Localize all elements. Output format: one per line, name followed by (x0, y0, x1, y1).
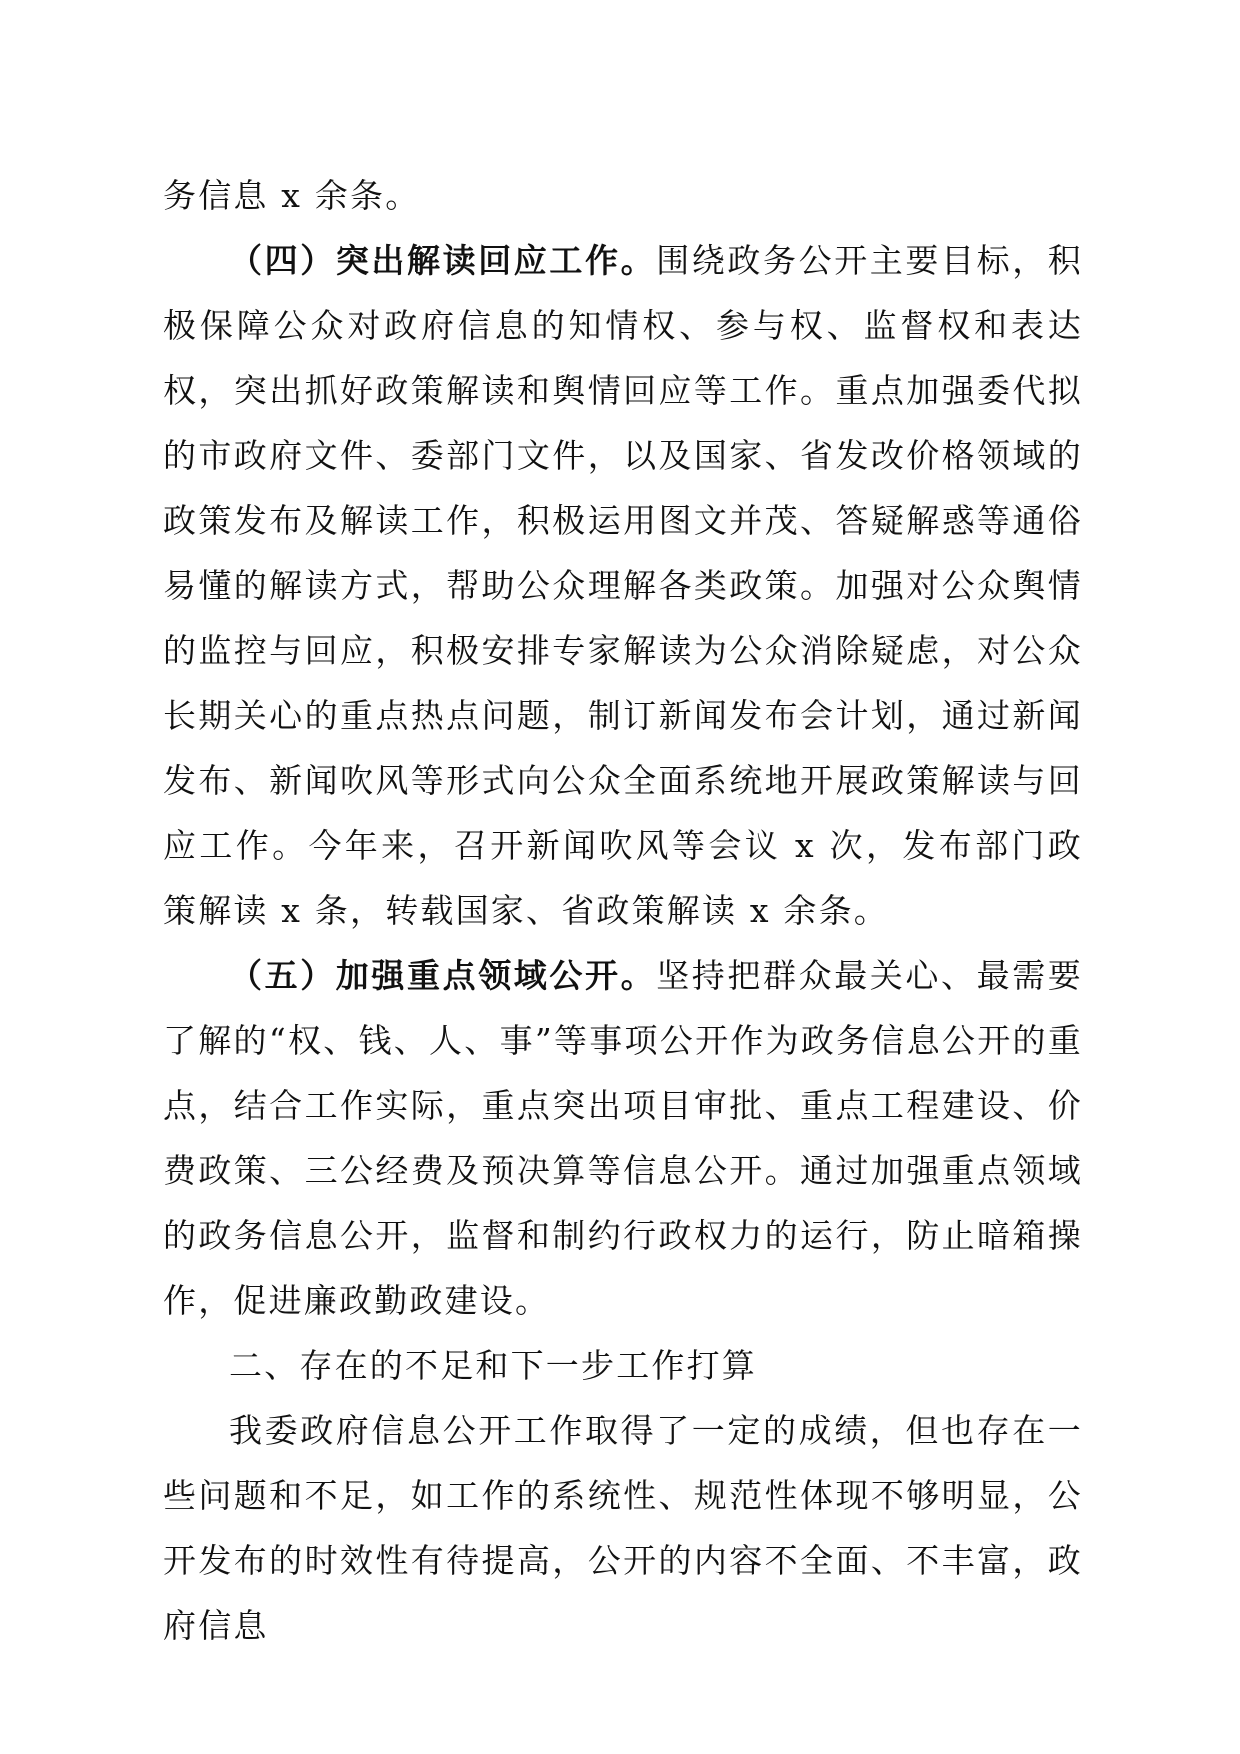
document-body (163, 163, 1083, 1658)
paragraph-key-areas (163, 943, 1083, 1333)
paragraph-shortcomings (163, 1398, 1083, 1658)
section-heading-two (163, 1333, 1083, 1398)
section-heading-five: （五）加强重点领域公开。 (229, 956, 657, 995)
heading-text: 二、存在的不足和下一步工作打算 (229, 1346, 757, 1385)
paragraph-text: 坚持把群众最关心、最需要了解的“权、钱、人、事”等事项公开作为政务信息公开的重点，结合工作实际，重点突出项目审批、重点工程建设、价费政策、三公经费及预决算等信息公开。通过加强重点领域的政务信息公开，监督和制约行政权力的运行，防止暗箱操作，促进廉政勤政建设。 (163, 956, 1083, 1320)
paragraph-interpretation-response (163, 228, 1083, 943)
paragraph-text: 围绕政务公开主要目标，积极保障公众对政府信息的知情权、参与权、监督权和表达权，突出抓好政策解读和舆情回应等工作。重点加强委代拟的市政府文件、委部门文件，以及国家、省发改价格领域的政策发布及解读工作，积极运用图文并茂、答疑解惑等通俗易懂的解读方式，帮助公众理解各类政策。加强对公众舆情的监控与回应，积极安排专家解读为公众消除疑虑，对公众长期关心的重点热点问题，制订新闻发布会计划，通过新闻发布、新闻吹风等形式向公众全面系统地开展政策解读与回应工作。今年来，召开新闻吹风等会议 x 次，发布部门政策解读 x 条，转载国家、省政策解读 x 余条。 (163, 241, 1083, 930)
section-heading-four: （四）突出解读回应工作。 (229, 241, 657, 280)
paragraph-text: 我委政府信息公开工作取得了一定的成绩，但也存在一些问题和不足，如工作的系统性、规范性体现不够明显，公开发布的时效性有待提高，公开的内容不全面、不丰富，政府信息 (163, 1411, 1083, 1645)
paragraph-continuation (163, 163, 1083, 228)
paragraph-text: 务信息 x 余条。 (163, 176, 421, 215)
